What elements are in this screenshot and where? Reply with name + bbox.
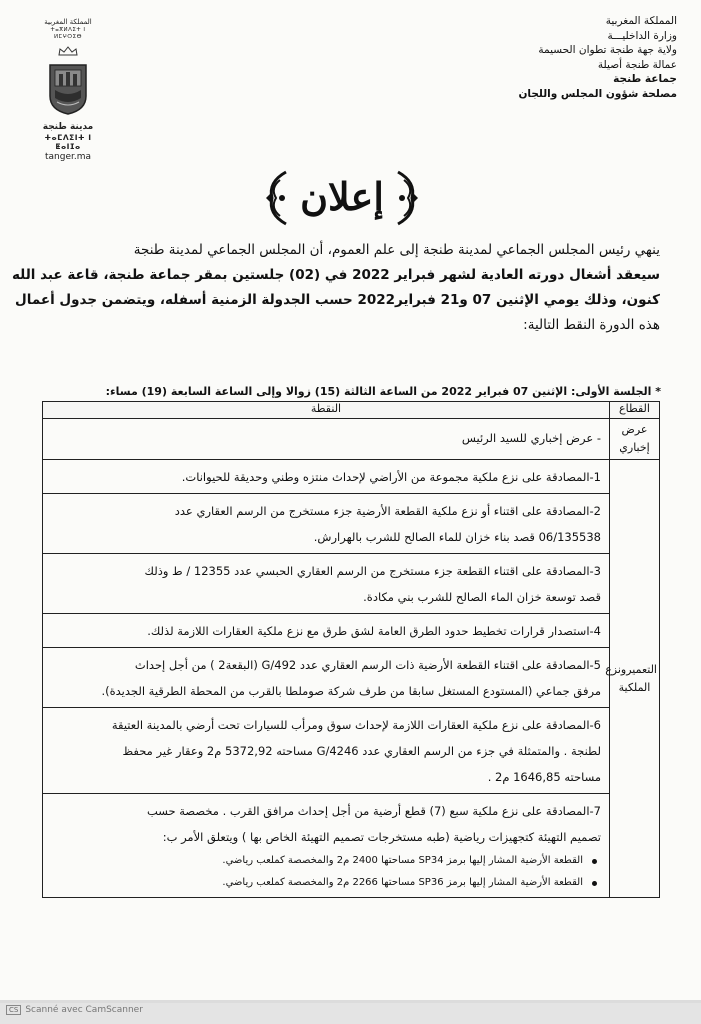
city-emblem-icon (47, 62, 89, 116)
sports-plots-list (49, 850, 601, 894)
admin-line-service: مصلحة شؤون المجلس واللجان (518, 87, 677, 100)
sector-cell-info: عرض إخباري (610, 419, 660, 460)
agenda-point-4: 4-استصدار قرارات تخطيط حدود الطرق العامة لشق طرق مع نزع ملكية العقارات اللازمة لذلك. (43, 614, 610, 648)
crown-icon (57, 46, 79, 56)
municipality-logo (36, 18, 100, 163)
admin-line-ministry: وزارة الداخليـــة (607, 29, 677, 42)
table-row (43, 554, 660, 614)
table-row (43, 494, 660, 554)
table-header-row (43, 402, 660, 419)
admin-line-prefecture: عمالة طنجة أصيلة (597, 58, 677, 71)
scanner-text: Scanné avec CamScanner (25, 1005, 143, 1015)
administrative-header (457, 14, 677, 101)
left-ornament-icon (262, 168, 292, 228)
table-row (43, 614, 660, 648)
admin-line-commune: جماعة طنجة (613, 73, 677, 85)
agenda-point-1: 1-المصادقة على نزع ملكية مجموعة من الأراضي لإحداث منتزه وطني وحديقة للحيوانات. (43, 460, 610, 494)
intro-line-1: ينهي رئيس المجلس الجماعي لمدينة طنجة إلى علم العموم، أن المجلس الجماعي لمدينة طنجة (133, 242, 660, 258)
list-item: القطعة الأرضية المشار إليها برمز SP34 مساحتها 2400 م2 والمخصصة كملعب رياضي. (49, 850, 583, 872)
agenda-point-2: 2-المصادقة على اقتناء أو نزع ملكية القطعة الأرضية جزء مستخرج من الرسم العقاري عدد 06/135538 قصد بناء خزان للماء الصالح للشرب بالهرارش. (43, 494, 610, 554)
column-header-sector: القطاع (610, 402, 660, 419)
sector-cell-urbanism: التعميرونزع الملكية (610, 460, 660, 898)
admin-line-wilaya: ولاية جهة طنجة تطوان الحسيمة (538, 44, 677, 56)
logo-kingdom-text: المملكة المغربية (44, 18, 92, 26)
logo-website: tanger.ma (44, 152, 91, 162)
admin-line-kingdom: المملكة المغربية (605, 15, 677, 27)
agenda-point-info: - عرض إخباري للسيد الرئيس (43, 419, 610, 460)
agenda-point-5: 5-المصادقة على اقتناء القطعة الأرضية ذات الرسم العقاري عدد 492/G (البقعة2 ) من أجل إحداث مرفق جماعي (المستودع المستغل سابقا من طرف شركة صوملطا بالقرب من المحطة الطرقية الجديدة). (43, 648, 610, 708)
scanner-footer (0, 1003, 701, 1024)
scanner-watermark (6, 1005, 143, 1015)
announcement-title: إعلان (300, 174, 384, 219)
announcement-body (12, 238, 660, 338)
agenda-point-3: 3-المصادقة على اقتناء القطعة جزء مستخرج من الرسم العقاري الحبسي عدد 12355 / ط وذلك قصد توسعة خزان الماء الصالح للشرب بني مكادة. (43, 554, 610, 614)
agenda-table (42, 401, 660, 898)
table-row (43, 460, 660, 494)
intro-line-2: سيعقد أشغال دورته العادية لشهر فبراير 2022 في (02) جلستين بمقر جماعة طنجة، قاعة عبد الله (12, 267, 660, 283)
column-header-point: النقطة (43, 402, 610, 419)
table-row (43, 648, 660, 708)
logo-kingdom-tifinagh: ⵜⴰⴳⵍⴷⵉⵜ ⵏ ⵍⵎⵖⵔⵉⴱ (50, 27, 86, 40)
table-row (43, 419, 660, 460)
intro-line-3: كنون، وذلك يومي الإثنين 07 و21 فبراير2022 حسب الجدولة الزمنية أسفله، ويتضمن جدول أعمال (15, 292, 660, 308)
logo-city-arabic: مدينة طنجة (42, 122, 94, 132)
right-ornament-icon (392, 168, 422, 228)
table-row (43, 794, 660, 898)
logo-city-tifinagh: ⵜⴰⵎⴷⵉⵏⵜ ⵏ ⵟⴰⵏⵊⴰ (44, 133, 92, 151)
camscanner-logo-icon: CS (6, 1005, 21, 1015)
table-row (43, 708, 660, 794)
intro-line-4: هذه الدورة النقط التالية: (523, 317, 660, 333)
list-item: القطعة الأرضية المشار إليها برمز SP36 مساحتها 2266 م2 والمخصصة كملعب رياضي. (49, 872, 583, 894)
session-heading: * الجلسة الأولى: الإثنين 07 فبراير 2022 من الساعة الثالثة (15) زوالا وإلى الساعة السابعة (19) مساء: (105, 385, 661, 398)
agenda-point-6: 6-المصادقة على نزع ملكية العقارات اللازمة لإحداث سوق ومرأب للسيارات تحت أرضي بالمدينة العتيقة لطنجة . والمتمثلة في جزء من الرسم العقاري عدد 4246/G مساحته 5372,92 م2 وعقار غير محفظ مساحته 1646,85 م2 . (43, 708, 610, 794)
agenda-point-7: 7-المصادقة على نزع ملكية سبع (7) قطع أرضية من أجل إحداث مرافق القرب . مخصصة حسب تصميم التهيئة كتجهيزات رياضية (طبه مستخرجات تصميم التهيئة الخاص بها ) ويتعلق الأمر ب: القطعة الأرضية المشار إليها برمز SP34 مساحتها 2400 م2 والمخصصة كملعب رياضي. القطعة الأرضية المشار إليها برمز SP36 مساحتها 2266 م2 والمخصصة كملعب رياضي. (43, 794, 610, 898)
announcement-title-block (262, 168, 422, 230)
